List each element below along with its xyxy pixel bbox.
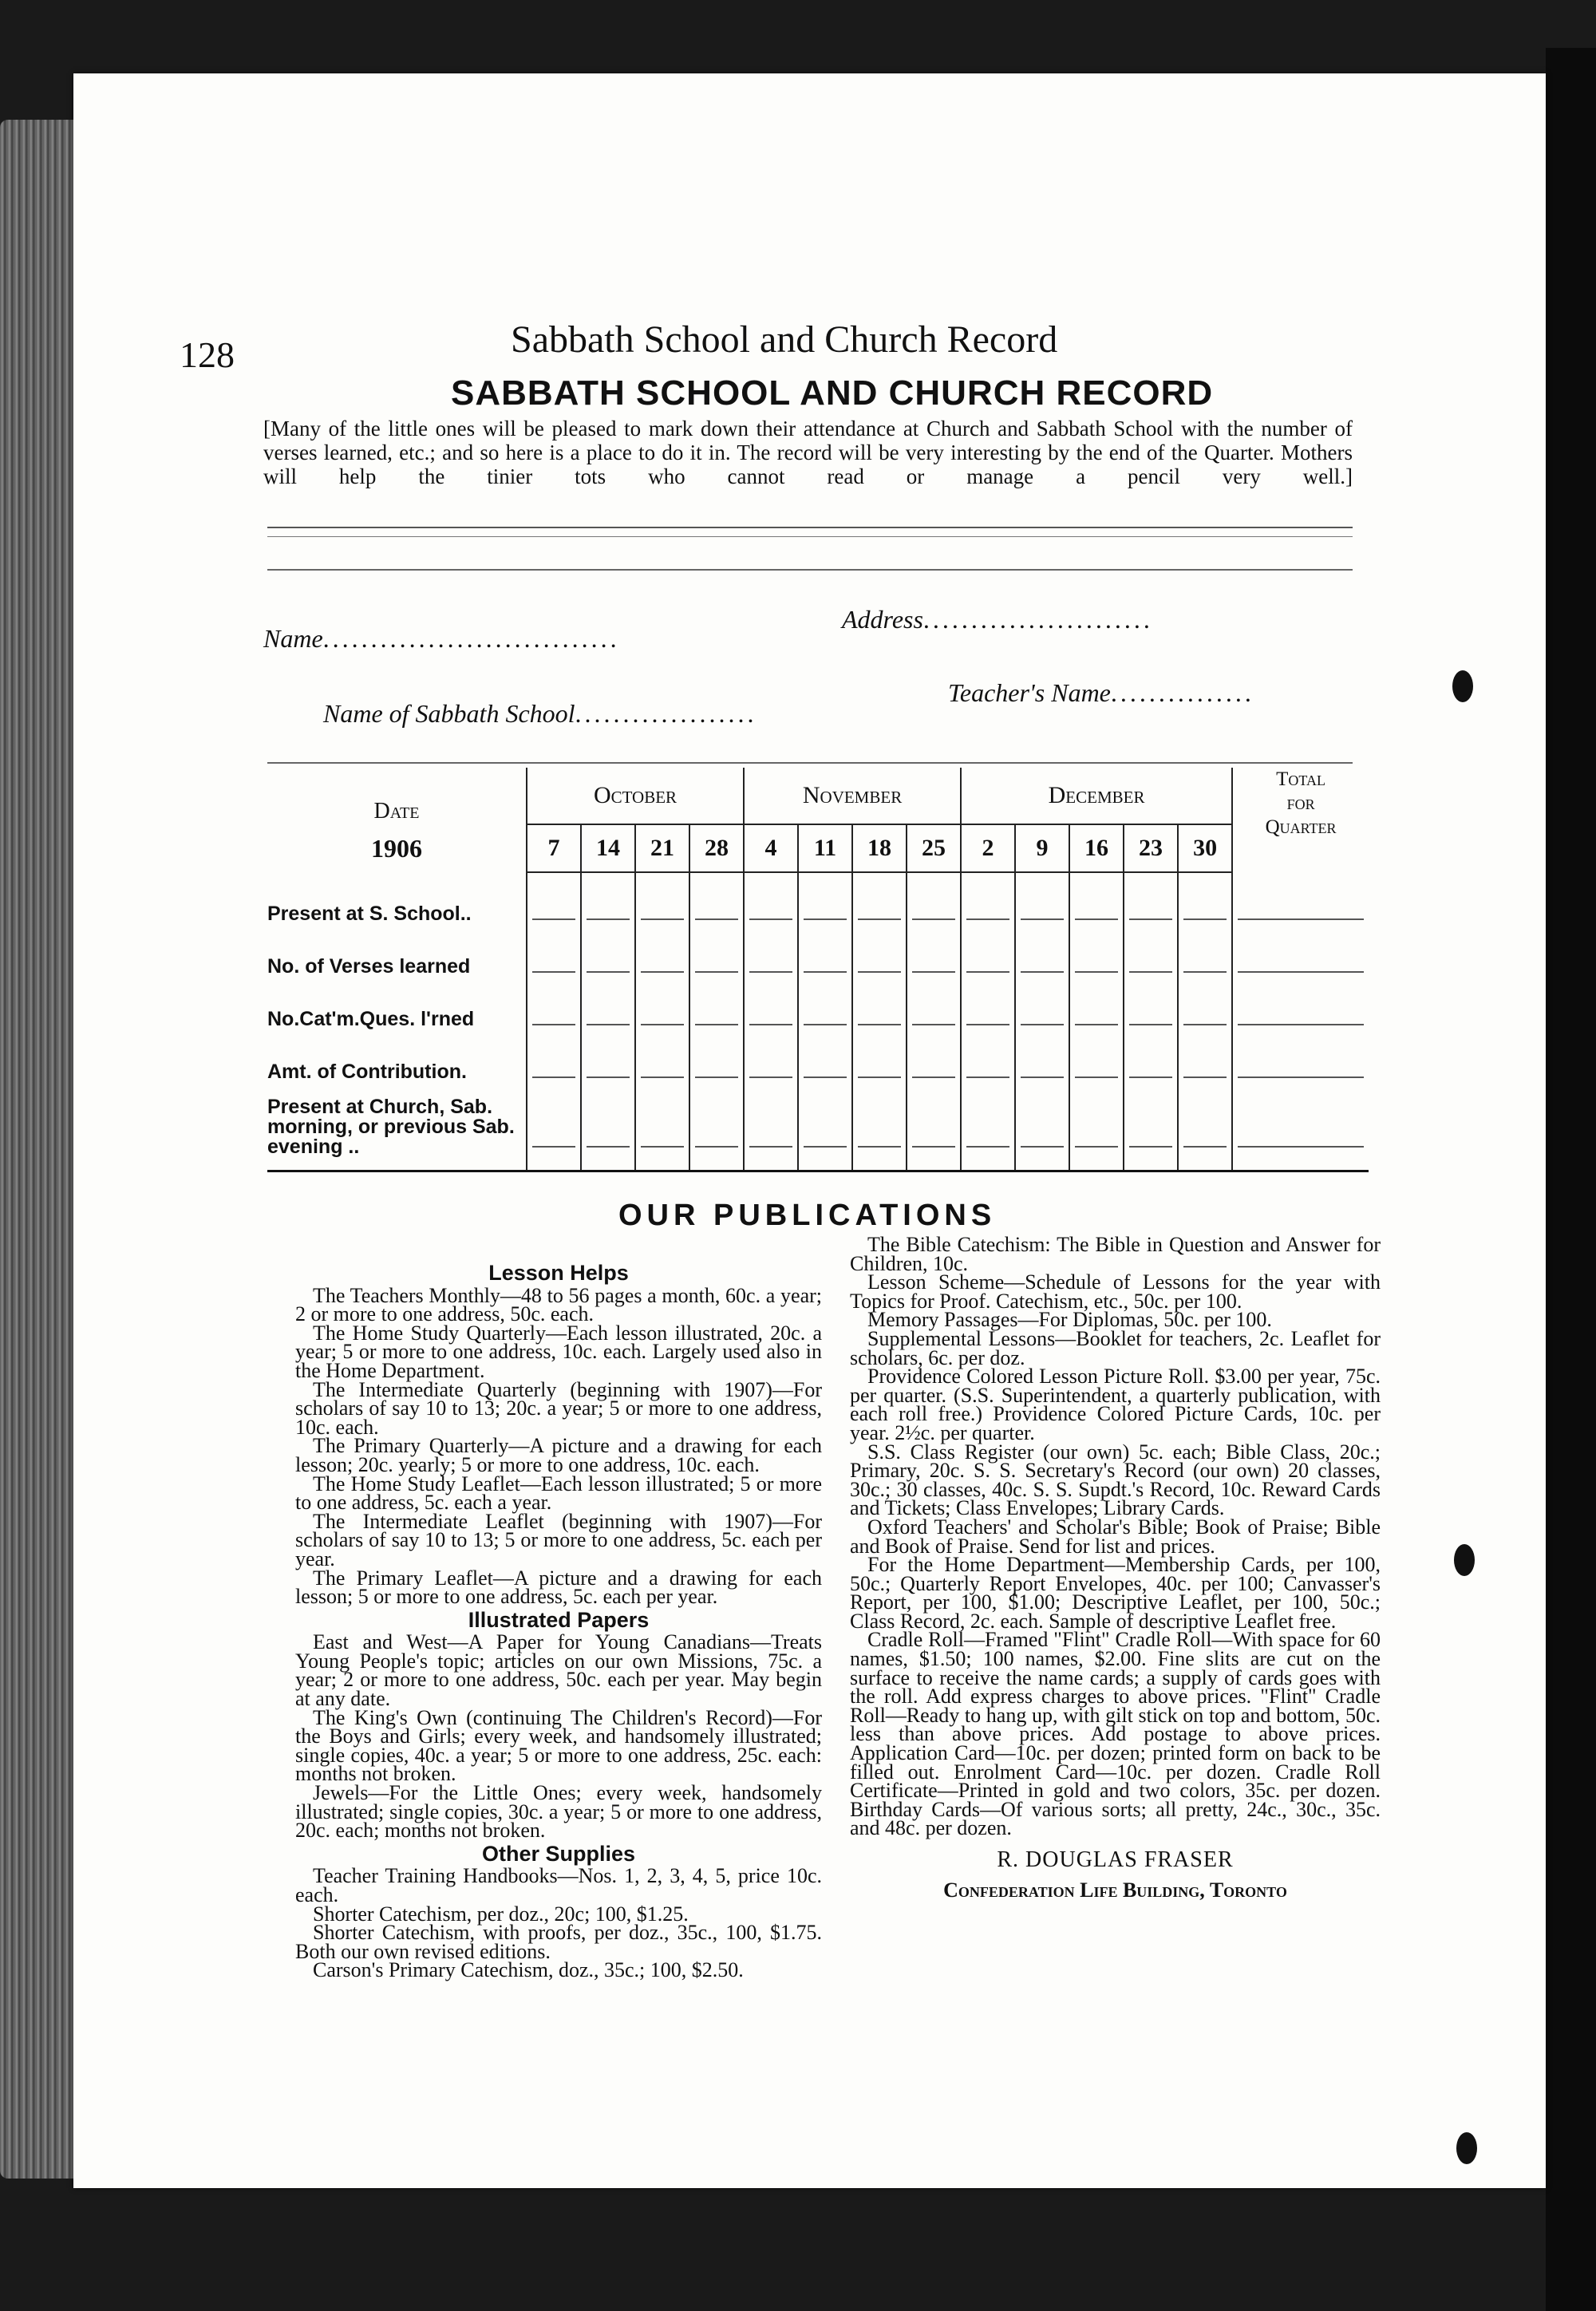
entry-line <box>858 1037 901 1078</box>
table-row <box>267 978 1369 1031</box>
record-cell[interactable] <box>1124 978 1178 1031</box>
publication-entry: The Home Study Quarterly—Each lesson illustrated, 20c. a year; 5 or more to one address, 10c. each. Largely used also in the Home Department. <box>295 1321 822 1382</box>
entry-line <box>1238 1106 1364 1148</box>
record-cell[interactable] <box>689 978 744 1031</box>
entry-line <box>532 1037 575 1078</box>
publisher-address: Confederation Life Building, Toronto <box>943 1878 1287 1902</box>
entry-line <box>587 1037 630 1078</box>
school-name-field[interactable]: Name of Sabbath School................... <box>323 699 757 728</box>
entry-line <box>1183 1106 1227 1148</box>
entry-line <box>1183 1037 1227 1078</box>
entry-line <box>1238 931 1364 973</box>
row-label-verses: No. of Verses learned <box>267 955 471 978</box>
day-header: 7 <box>527 824 581 872</box>
entry-line <box>695 879 738 920</box>
entry-line <box>749 879 792 920</box>
right-items-list <box>850 1235 1381 1838</box>
entry-line <box>1021 1037 1064 1078</box>
total-cell[interactable] <box>1232 978 1369 1031</box>
publications-heading: OUR PUBLICATIONS <box>618 1199 997 1232</box>
month-november: November <box>744 768 961 824</box>
table-row <box>267 872 1369 926</box>
record-cell[interactable] <box>798 1031 852 1084</box>
record-cell[interactable] <box>635 926 689 978</box>
binding-hole <box>1452 670 1473 702</box>
publication-entry: Lesson Scheme—Schedule of Lessons for the year with Topics for Proof. Catechism, etc., 50c. per 100. <box>850 1270 1381 1313</box>
entry-line <box>804 1037 847 1078</box>
entry-line <box>858 1106 901 1148</box>
record-cell[interactable] <box>907 1084 961 1171</box>
publication-entry: S.S. Class Register (our own) 5c. each; Bible Class, 20c.; Primary, 20c. S. S. Secretary's Record (our own) 20 classes, 30c.; 30 classes, 40c. S. S. Supdt.'s Record, 10c. Reward Cards and Tickets; Class Envelopes; Library Cards. <box>850 1440 1381 1520</box>
publication-entry: The Teachers Monthly—48 to 56 pages a month, 60c. a year; 2 or more to one address, 50c. each. <box>295 1283 822 1326</box>
publication-entry: The Home Study Leaflet—Each lesson illustrated; 5 or more to one address, 5c. each a year. <box>295 1472 822 1515</box>
record-cell[interactable] <box>798 872 852 926</box>
record-cell[interactable] <box>1015 1084 1069 1171</box>
publication-entry: Shorter Catechism, per doz., 20c; 100, $1.25. <box>313 1902 689 1926</box>
day-header: 25 <box>907 824 961 872</box>
row-label-present-church: Present at Church, Sab. morning, or previous Sab. evening .. <box>267 1084 527 1171</box>
record-cell[interactable] <box>527 978 581 1031</box>
page-title: SABBATH SCHOOL AND CHURCH RECORD <box>451 373 1214 413</box>
publication-entry: Teacher Training Handbooks—Nos. 1, 2, 3, 4, 5, price 10c. each. <box>295 1864 822 1906</box>
record-cell[interactable] <box>852 872 907 926</box>
record-cell[interactable] <box>744 872 798 926</box>
publication-entry: Cradle Roll—Framed "Flint" Cradle Roll—With space for 60 names, $1.50; 100 names, $2.00. Fine slits are cut on the surface to receive the name cards; a supply of cards goes with the roll. Add express charges to above prices. "Flint" Cradle Roll—Ready to hang up, with gilt stick on top and bottom, 50c. less than above prices. Add postage to above prices. Application Card—10c. per dozen; printed form on back to be filled out. Enrolment Card—10c. per dozen. Cradle Roll Certificate—Printed in gold and two colors, 35c. per dozen. Birthday Cards—Of various sorts; all pretty, 24c., 30c., 35c. and 48c. per dozen. <box>850 1628 1381 1840</box>
entry-line <box>912 984 955 1025</box>
entry-line <box>1129 879 1172 920</box>
record-cell[interactable] <box>581 1084 635 1171</box>
record-cell[interactable] <box>961 926 1015 978</box>
record-cell[interactable] <box>581 978 635 1031</box>
other-supplies-list <box>295 1864 822 1982</box>
day-header: 21 <box>635 824 689 872</box>
day-header: 23 <box>1124 824 1178 872</box>
record-cell[interactable] <box>1124 1031 1178 1084</box>
record-cell[interactable] <box>1124 926 1178 978</box>
entry-line <box>966 879 1009 920</box>
entry-line <box>858 931 901 973</box>
entry-line <box>641 879 684 920</box>
total-cell[interactable] <box>1232 872 1369 926</box>
entry-line <box>695 1037 738 1078</box>
publication-entry: The Bible Catechism: The Bible in Question and Answer for Children, 10c. <box>850 1233 1381 1275</box>
book-page-edges <box>0 120 80 2179</box>
month-december: December <box>961 768 1232 824</box>
lesson-helps-list <box>295 1283 822 1609</box>
publication-entry: Shorter Catechism, with proofs, per doz., 35c., 100, $1.75. Both our own revised editions. <box>295 1921 822 1963</box>
record-cell[interactable] <box>581 872 635 926</box>
record-cell[interactable] <box>1015 926 1069 978</box>
record-cell[interactable] <box>852 1031 907 1084</box>
record-cell[interactable] <box>907 872 961 926</box>
table-row <box>267 1031 1369 1084</box>
publisher-signature: R. DOUGLAS FRASER <box>997 1847 1234 1872</box>
publication-entry: Carson's Primary Catechism, doz., 35c.; 100, $2.50. <box>313 1958 744 1982</box>
record-cell[interactable] <box>744 1084 798 1171</box>
entry-line <box>1075 984 1118 1025</box>
entry-line <box>749 931 792 973</box>
section-heading: Illustrated Papers <box>468 1607 650 1632</box>
publication-entry: Jewels—For the Little Ones; every week, handsomely illustrated; single copies, 30c. a year; 5 or more to one address, 20c. each; months not broken. <box>295 1781 822 1843</box>
record-cell[interactable] <box>581 1031 635 1084</box>
entry-line <box>1021 879 1064 920</box>
record-cell[interactable] <box>527 1084 581 1171</box>
entry-line <box>1075 931 1118 973</box>
record-cell[interactable] <box>1069 978 1124 1031</box>
name-field[interactable]: Name............................... <box>263 624 620 653</box>
publication-entry: East and West—A Paper for Young Canadians—Treats Young People's topic; articles on our own Missions, 75c. a year; 2 or more to one address, 50c. each per year. May begin at any date. <box>295 1630 822 1711</box>
entry-line <box>1021 1106 1064 1148</box>
entry-line <box>1183 931 1227 973</box>
entry-line <box>532 879 575 920</box>
entry-line <box>912 1037 955 1078</box>
record-cell[interactable] <box>852 1084 907 1171</box>
entry-line <box>532 931 575 973</box>
entry-line <box>1238 1037 1364 1078</box>
record-cell[interactable] <box>907 1031 961 1084</box>
page-number: 128 <box>180 334 235 375</box>
record-cell[interactable] <box>689 872 744 926</box>
row-label-present-school: Present at S. School.. <box>267 903 472 925</box>
record-cell[interactable] <box>798 926 852 978</box>
table-row <box>267 926 1369 978</box>
entry-line <box>1129 931 1172 973</box>
total-cell[interactable] <box>1232 926 1369 978</box>
entry-line <box>1021 931 1064 973</box>
entry-line <box>966 984 1009 1025</box>
record-cell[interactable] <box>852 926 907 978</box>
entry-line <box>912 879 955 920</box>
entry-line <box>912 1106 955 1148</box>
entry-line <box>966 1037 1009 1078</box>
entry-line <box>912 931 955 973</box>
entry-line <box>1183 984 1227 1025</box>
day-header: 9 <box>1015 824 1069 872</box>
publication-entry: The Primary Leaflet—A picture and a drawing for each lesson; 5 or more to one address, 5c. each per year. <box>295 1566 822 1609</box>
entry-line <box>532 984 575 1025</box>
entry-line <box>1183 879 1227 920</box>
rule <box>267 762 1353 764</box>
record-cell[interactable] <box>581 926 635 978</box>
record-cell[interactable] <box>961 1031 1015 1084</box>
record-cell[interactable] <box>527 926 581 978</box>
record-cell[interactable] <box>961 872 1015 926</box>
record-cell[interactable] <box>961 1084 1015 1171</box>
record-cell[interactable] <box>744 978 798 1031</box>
record-cell[interactable] <box>1015 978 1069 1031</box>
record-cell[interactable] <box>635 1084 689 1171</box>
rule <box>267 569 1353 571</box>
entry-line <box>587 879 630 920</box>
record-cell[interactable] <box>1178 978 1232 1031</box>
entry-line <box>695 931 738 973</box>
intro-note: [Many of the little ones will be pleased to mark down their attendance at Church and Sabbath School with the number of verses learned, etc.; and so here is a place to do it in. The record will be very interesting by the end of the Quarter. Mothers will help the tinier tots who cannot read or manage a pencil very well.] <box>263 417 1353 488</box>
binding-hole <box>1454 1544 1475 1576</box>
entry-line <box>1075 1037 1118 1078</box>
entry-line <box>587 984 630 1025</box>
section-heading: Lesson Helps <box>488 1261 629 1285</box>
record-cell[interactable] <box>527 872 581 926</box>
entry-line <box>966 931 1009 973</box>
publication-entry: For the Home Department—Membership Cards, per 100, 50c.; Quarterly Report Envelopes, 40c. per 100; Canvasser's Report, per 100, $1.00; Descriptive Leaflet, per 100, 50c.; Class Record, 2c. each. Sample of descriptive Leaflet free. <box>850 1553 1381 1633</box>
day-header: 4 <box>744 824 798 872</box>
record-cell[interactable] <box>744 1031 798 1084</box>
entry-line <box>858 879 901 920</box>
scan-border <box>1546 48 1596 2311</box>
day-header: 14 <box>581 824 635 872</box>
record-cell[interactable] <box>798 1084 852 1171</box>
record-cell[interactable] <box>635 872 689 926</box>
entry-line <box>1075 1106 1118 1148</box>
publication-entry: Supplemental Lessons—Booklet for teachers, 2c. Leaflet for scholars, 6c. per doz. <box>850 1326 1381 1369</box>
publications-right-column <box>850 1233 1381 1902</box>
entry-line <box>641 1037 684 1078</box>
record-cell[interactable] <box>744 926 798 978</box>
publication-entry: Oxford Teachers' and Scholar's Bible; Book of Praise; Bible and Book of Praise. Send for list and prices. <box>850 1515 1381 1558</box>
entry-line <box>587 931 630 973</box>
record-cell[interactable] <box>1069 1084 1124 1171</box>
illustrated-papers-list <box>295 1630 822 1843</box>
record-cell[interactable] <box>1015 1031 1069 1084</box>
record-cell[interactable] <box>1069 1031 1124 1084</box>
day-header: 16 <box>1069 824 1124 872</box>
record-cell[interactable] <box>1069 926 1124 978</box>
record-cell[interactable] <box>635 1031 689 1084</box>
publications-left-column <box>295 1259 822 1980</box>
total-header: Total for Quarter <box>1232 768 1369 872</box>
address-field[interactable]: Address........................ <box>842 605 1153 634</box>
record-cell[interactable] <box>1069 872 1124 926</box>
record-cell[interactable] <box>1124 872 1178 926</box>
date-header: Date <box>373 799 420 824</box>
section-heading: Other Supplies <box>481 1841 636 1866</box>
record-cell[interactable] <box>1015 872 1069 926</box>
record-cell[interactable] <box>689 926 744 978</box>
row-label-contribution: Amt. of Contribution. <box>267 1061 467 1083</box>
teacher-name-field[interactable]: Teacher's Name............... <box>948 678 1254 707</box>
record-cell[interactable] <box>1178 872 1232 926</box>
entry-line <box>1238 879 1364 920</box>
entry-line <box>1021 984 1064 1025</box>
year-header: 1906 <box>371 833 422 863</box>
record-cell[interactable] <box>689 1031 744 1084</box>
entry-line <box>1129 1037 1172 1078</box>
publication-entry: The Intermediate Leaflet (beginning with 1907)—For scholars of say 10 to 13; 5 or more to one address, 5c. each per year. <box>295 1509 822 1570</box>
publication-entry: Memory Passages—For Diplomas, 50c. per 100. <box>867 1308 1272 1332</box>
entry-line <box>641 931 684 973</box>
publication-entry: Providence Colored Lesson Picture Roll. $3.00 per year, 75c. per quarter. (S.S. Superintendent, a quarterly publication, with each roll free.) Providence Colored Picture Cards, 10c. per year. 2½c. per quarter. <box>850 1365 1381 1444</box>
record-cell[interactable] <box>689 1084 744 1171</box>
entry-line <box>804 931 847 973</box>
record-cell[interactable] <box>1178 1031 1232 1084</box>
entry-line <box>695 984 738 1025</box>
entry-line <box>804 879 847 920</box>
record-cell[interactable] <box>635 978 689 1031</box>
entry-line <box>749 984 792 1025</box>
entry-line <box>804 1106 847 1148</box>
entry-line <box>641 1106 684 1148</box>
publication-entry: The Primary Quarterly—A picture and a drawing for each lesson; 20c. yearly; 5 or more to one address, 10c. each. <box>295 1434 822 1476</box>
entry-line <box>1075 879 1118 920</box>
record-cell[interactable] <box>798 978 852 1031</box>
total-cell[interactable] <box>1232 1031 1369 1084</box>
record-cell[interactable] <box>907 926 961 978</box>
day-header: 28 <box>689 824 744 872</box>
day-header: 30 <box>1178 824 1232 872</box>
record-cell[interactable] <box>1124 1084 1178 1171</box>
publication-entry: The King's Own (continuing The Children's Record)—For the Boys and Girls; every week, and handsomely illustrated; single copies, 40c. a year; 5 or more to one address, 25c. each: months not broken. <box>295 1705 822 1786</box>
table-row <box>267 1084 1369 1171</box>
record-cell[interactable] <box>527 1031 581 1084</box>
entry-line <box>749 1106 792 1148</box>
entry-line <box>641 984 684 1025</box>
record-cell[interactable] <box>852 978 907 1031</box>
entry-line <box>1129 984 1172 1025</box>
entry-line <box>749 1037 792 1078</box>
record-cell[interactable] <box>1178 1084 1232 1171</box>
record-cell[interactable] <box>1178 926 1232 978</box>
day-header: 2 <box>961 824 1015 872</box>
entry-line <box>587 1106 630 1148</box>
entry-line <box>858 984 901 1025</box>
rule <box>267 527 1353 528</box>
day-header: 11 <box>798 824 852 872</box>
entry-line <box>966 1106 1009 1148</box>
record-cell[interactable] <box>907 978 961 1031</box>
publication-entry: The Intermediate Quarterly (beginning with 1907)—For scholars of say 10 to 13; 20c. a year; 5 or more to one address, 10c. each. <box>295 1377 822 1439</box>
total-cell[interactable] <box>1232 1084 1369 1171</box>
entry-line <box>1129 1106 1172 1148</box>
binding-hole <box>1456 2132 1477 2164</box>
entry-line <box>532 1106 575 1148</box>
month-october: October <box>527 768 744 824</box>
attendance-record-table <box>267 768 1369 1172</box>
record-cell[interactable] <box>961 978 1015 1031</box>
day-header: 18 <box>852 824 907 872</box>
rule <box>267 536 1353 537</box>
entry-line <box>695 1106 738 1148</box>
entry-line <box>1238 984 1364 1025</box>
running-head: Sabbath School and Church Record <box>511 318 1058 361</box>
entry-line <box>804 984 847 1025</box>
row-label-catechism: No.Cat'm.Ques. l'rned <box>267 1008 475 1030</box>
